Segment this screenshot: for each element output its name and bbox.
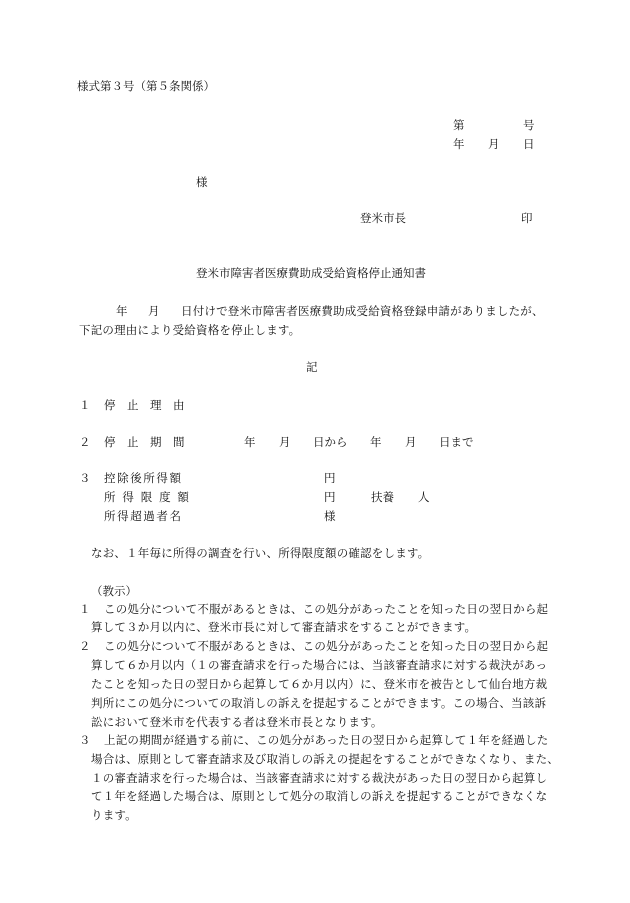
item-reason-label: 停 止 理 由: [104, 398, 185, 412]
document-title: 登米市障害者医療費助成受給資格停止通知書: [196, 266, 426, 280]
instruction-item3-num: ３: [79, 733, 91, 747]
period-from-day: 日から: [313, 435, 348, 449]
form-label: 様式第３号（第５条関係）: [77, 79, 215, 93]
instruction-item2-num: ２: [79, 639, 91, 653]
sender-seal: 印: [521, 211, 533, 225]
intro-month: 月: [148, 304, 160, 318]
intro-line2: 下記の理由により受給資格を停止します。: [79, 323, 301, 337]
instruction-item2-line: たことを知った日の翌日から起算して６か月以内）に、登米市を被告として仙台地方裁: [91, 677, 548, 691]
intro-line1-rest: 日付けで登米市障害者医療費助成受給資格登録申請がありましたが、: [181, 304, 544, 318]
instruction-item2-line: 判所にこの処分についての取消しの訴えを提起することができます。この場合、当該訴: [91, 696, 547, 710]
date-month: 月: [488, 137, 500, 151]
sender-title: 登米市長: [360, 211, 406, 225]
date-day: 日: [523, 137, 535, 151]
instruction-item2-line: この処分について不服があるときは、この処分があったことを知った日の翌日から起: [104, 639, 549, 653]
income-row2-label: 所 得 限 度 額: [104, 490, 191, 504]
period-from-year: 年: [244, 435, 256, 449]
intro-year: 年: [116, 304, 128, 318]
instruction-item2-line: 算して６か月以内（１の審査請求を行った場合には、当該審査請求に対する裁決があっ: [91, 658, 548, 672]
period-to-month: 月: [405, 435, 417, 449]
period-to-year: 年: [370, 435, 382, 449]
note: なお、１年毎に所得の調査を行い、所得限度額の確認をします。: [91, 546, 430, 560]
instruction-item1-line: この処分について不服があるときは、この処分があったことを知った日の翌日から起: [104, 602, 549, 616]
period-to-day: 日まで: [439, 435, 474, 449]
number-dai: 第: [453, 118, 465, 132]
item-income-num: ３: [79, 471, 91, 485]
period-from-month: 月: [279, 435, 291, 449]
instruction-item3-line: １の審査請求を行った場合は、当該審査請求に対する裁決があった日の翌日から起算し: [91, 771, 548, 785]
ki-heading: 記: [306, 360, 318, 374]
income-persons: 人: [418, 490, 430, 504]
instruction-item3-line: 場合は、原則として審査請求及び取消しの訴えの提起をすることができなくなり、また、: [91, 752, 559, 766]
income-row1-label: 控除後所得額: [104, 471, 183, 485]
income-row1-unit: 円: [324, 471, 336, 485]
date-year: 年: [453, 137, 465, 151]
income-row3-unit: 様: [324, 509, 336, 523]
item-reason-num: １: [79, 398, 91, 412]
instruction-item3-line: て１年を経過した場合は、原則として処分の取消しの訴えを提起することができなくな: [91, 789, 548, 803]
addressee-suffix: 様: [196, 175, 208, 189]
income-dependents: 扶養: [371, 490, 394, 504]
item-period-num: ２: [79, 435, 91, 449]
instruction-heading: （教示）: [91, 584, 137, 598]
item-period-label: 停 止 期 間: [104, 435, 185, 449]
instruction-item2-line: 訟において登米市を代表する者は登米市長となります。: [91, 715, 383, 729]
instruction-item3-line: ります。: [91, 808, 137, 822]
income-row2-unit: 円: [324, 490, 336, 504]
instruction-item1-num: １: [79, 602, 91, 616]
instruction-item1-line: 算して３か月以内に、登米市長に対して審査請求をすることができます。: [91, 620, 477, 634]
instruction-item3-line: 上記の期間が経過する前に、この処分があった日の翌日から起算して１年を経過した: [104, 733, 549, 747]
number-go: 号: [523, 118, 535, 132]
income-row3-label: 所得超過者名: [104, 509, 183, 523]
